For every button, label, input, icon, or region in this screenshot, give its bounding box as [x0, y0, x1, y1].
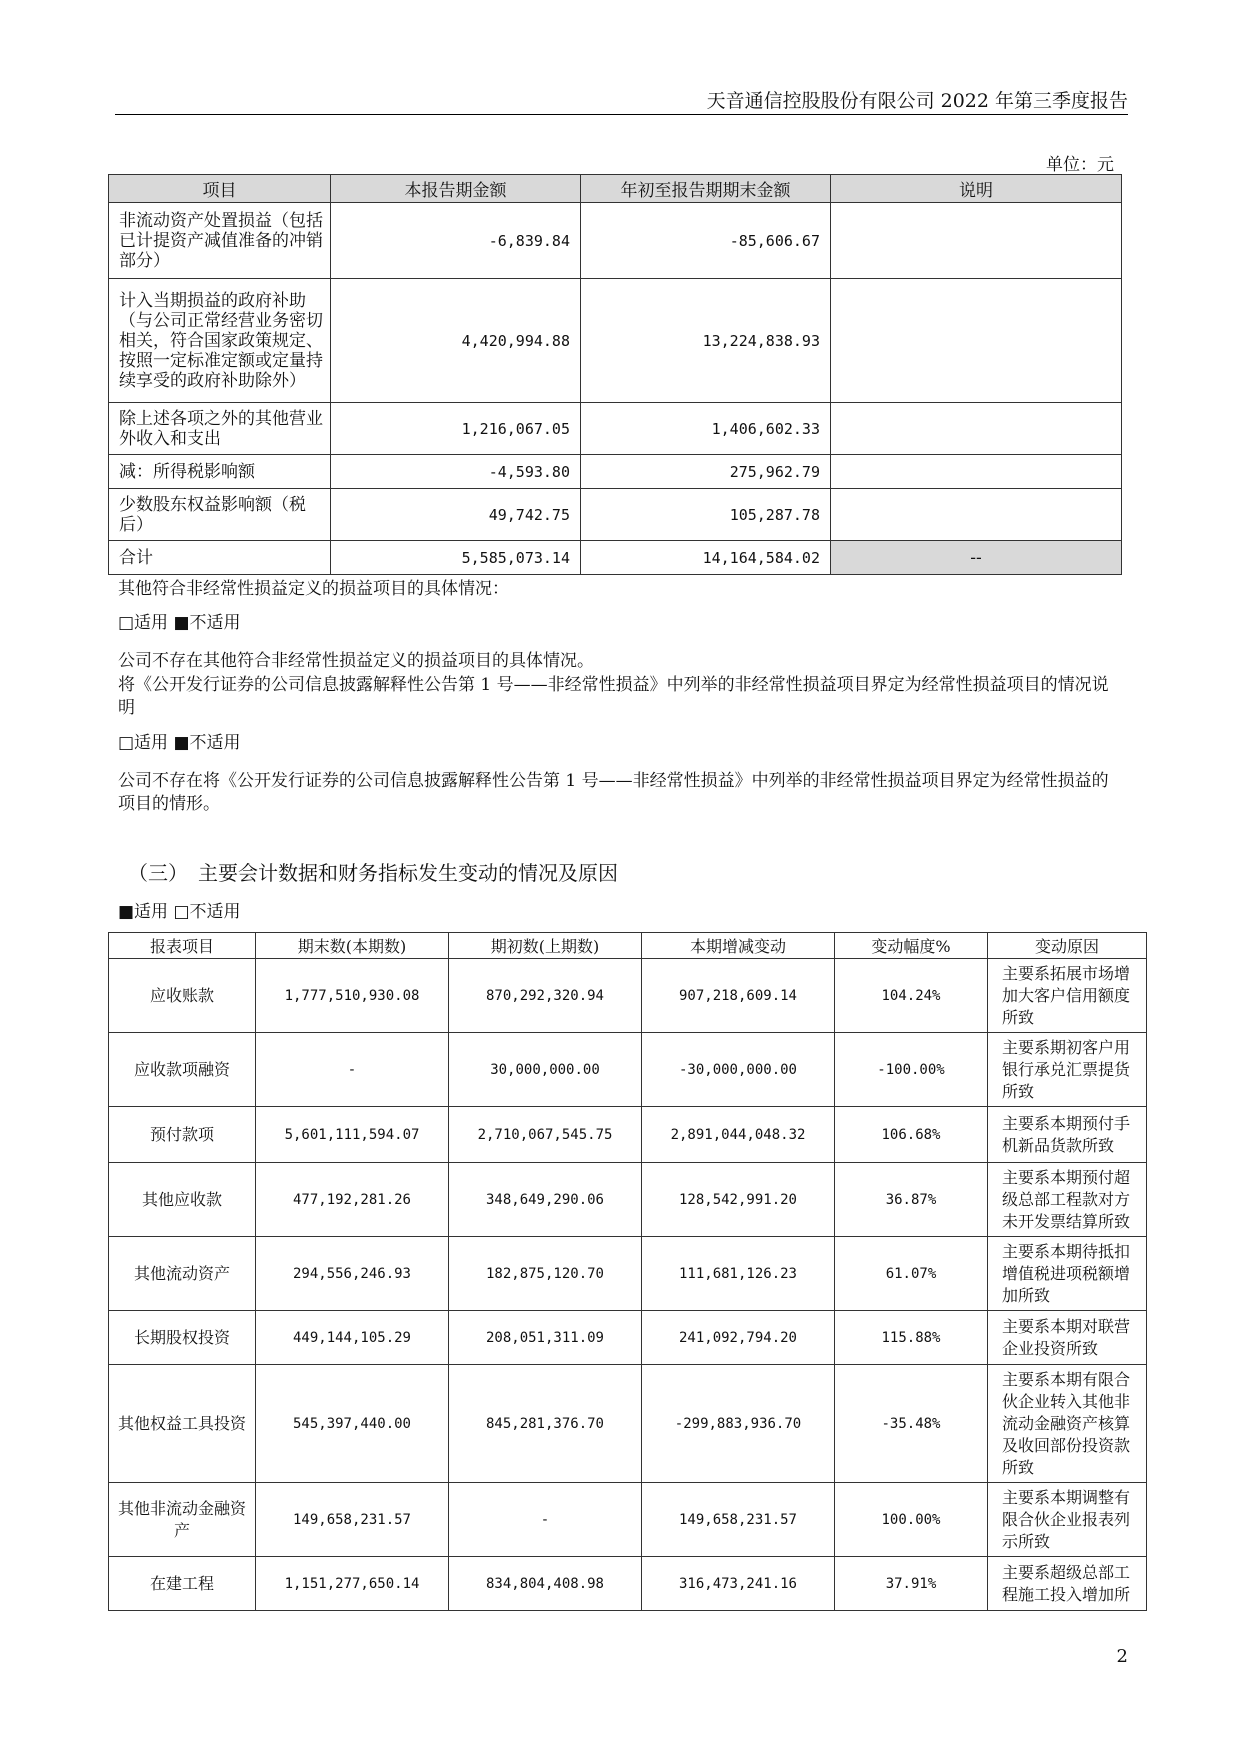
non-recurring-items-table: [108, 174, 1122, 575]
note-cell: [831, 279, 1122, 403]
note-cell: [831, 489, 1122, 541]
ytd-amount-cell: 105,287.78: [581, 489, 831, 541]
column-header: 本期增减变动: [642, 933, 835, 959]
classification-text: 公司不存在将《公开发行证券的公司信息披露解释性公告第 1 号——非经常性损益》中列举的非经常性损益项目界定为经常性损益的项目的情形。: [118, 771, 1109, 814]
ytd-amount-cell: -85,606.67: [581, 203, 831, 279]
section-heading: （三） 主要会计数据和财务指标发生变动的情况及原因: [128, 861, 618, 885]
change-pct-cell: 37.91%: [835, 1557, 988, 1611]
column-header: 变动原因: [988, 933, 1147, 959]
change-cell: 128,542,991.20: [642, 1163, 835, 1237]
table-row: [109, 959, 1147, 1033]
header-rule: [115, 114, 1128, 115]
change-pct-cell: 61.07%: [835, 1237, 988, 1311]
item-cell: 长期股权投资: [109, 1311, 256, 1365]
reason-cell: 主要系本期待抵扣增值税进项税额增加所致: [988, 1237, 1147, 1311]
table-row: [109, 1483, 1147, 1557]
ytd-amount-cell: 275,962.79: [581, 455, 831, 489]
unit-label: 单位：元: [1046, 155, 1114, 175]
begin-value-cell: 182,875,120.70: [449, 1237, 642, 1311]
change-cell: -30,000,000.00: [642, 1033, 835, 1107]
column-header: 期末数(本期数): [256, 933, 449, 959]
column-header: 报表项目: [109, 933, 256, 959]
table-row: [109, 1163, 1147, 1237]
column-header: 说明: [831, 175, 1122, 203]
financial-changes-table: [108, 932, 1147, 1611]
item-cell: 其他应收款: [109, 1163, 256, 1237]
reason-cell: 主要系本期调整有限合伙企业报表列示所致: [988, 1483, 1147, 1557]
reason-cell: 主要系本期预付手机新品货款所致: [988, 1107, 1147, 1163]
change-cell: 241,092,794.20: [642, 1311, 835, 1365]
table-row: [109, 1033, 1147, 1107]
current-amount-cell: -4,593.80: [331, 455, 581, 489]
item-cell: 计入当期损益的政府补助（与公司正常经营业务密切相关，符合国家政策规定、按照一定标准定额或定量持续享受的政府补助除外）: [109, 279, 331, 403]
end-value-cell: 149,658,231.57: [256, 1483, 449, 1557]
item-cell: 减：所得税影响额: [109, 455, 331, 489]
change-pct-cell: 106.68%: [835, 1107, 988, 1163]
end-value-cell: 294,556,246.93: [256, 1237, 449, 1311]
other-items-text: 公司不存在其他符合非经常性损益定义的损益项目的具体情况。: [118, 651, 594, 671]
end-value-cell: 545,397,440.00: [256, 1365, 449, 1483]
begin-value-cell: 208,051,311.09: [449, 1311, 642, 1365]
column-header: 期初数(上期数): [449, 933, 642, 959]
table-header-row: [109, 933, 1147, 959]
reason-cell: 主要系本期对联营企业投资所致: [988, 1311, 1147, 1365]
change-pct-cell: 36.87%: [835, 1163, 988, 1237]
item-cell: 预付款项: [109, 1107, 256, 1163]
reason-cell: 主要系拓展市场增加大客户信用额度所致: [988, 959, 1147, 1033]
table-row: [109, 1237, 1147, 1311]
begin-value-cell: 348,649,290.06: [449, 1163, 642, 1237]
column-header: 变动幅度%: [835, 933, 988, 959]
item-cell: 应收账款: [109, 959, 256, 1033]
end-value-cell: 449,144,105.29: [256, 1311, 449, 1365]
change-pct-cell: -100.00%: [835, 1033, 988, 1107]
current-amount-cell: 4,420,994.88: [331, 279, 581, 403]
item-cell: 应收款项融资: [109, 1033, 256, 1107]
begin-value-cell: 870,292,320.94: [449, 959, 642, 1033]
classification-heading: 将《公开发行证券的公司信息披露解释性公告第 1 号——非经常性损益》中列举的非经常性损益项目界定为经常性损益项目的情况说明: [118, 675, 1109, 718]
item-cell: 其他流动资产: [109, 1237, 256, 1311]
change-cell: 907,218,609.14: [642, 959, 835, 1033]
change-pct-cell: 115.88%: [835, 1311, 988, 1365]
table-row: [109, 1365, 1147, 1483]
table-row: [109, 403, 1122, 455]
change-cell: -299,883,936.70: [642, 1365, 835, 1483]
table-row: [109, 203, 1122, 279]
change-pct-cell: -35.48%: [835, 1365, 988, 1483]
column-header: 本报告期金额: [331, 175, 581, 203]
current-amount-cell: 49,742.75: [331, 489, 581, 541]
table-row: [109, 1557, 1147, 1611]
column-header: 项目: [109, 175, 331, 203]
reason-cell: 主要系期初客户用银行承兑汇票提货所致: [988, 1033, 1147, 1107]
item-cell: 其他权益工具投资: [109, 1365, 256, 1483]
change-pct-cell: 100.00%: [835, 1483, 988, 1557]
note-cell: [831, 203, 1122, 279]
item-cell: 其他非流动金融资产: [109, 1483, 256, 1557]
table-row: [109, 279, 1122, 403]
current-amount-cell: -6,839.84: [331, 203, 581, 279]
table-row: [109, 1311, 1147, 1365]
ytd-amount-cell: 14,164,584.02: [581, 541, 831, 575]
item-cell: 少数股东权益影响额（税后）: [109, 489, 331, 541]
note-cell: [831, 403, 1122, 455]
reason-cell: 主要系超级总部工程施工投入增加所: [988, 1557, 1147, 1611]
ytd-amount-cell: 13,224,838.93: [581, 279, 831, 403]
begin-value-cell: 834,804,408.98: [449, 1557, 642, 1611]
applicability-choice: □适用 ■不适用: [118, 613, 241, 633]
item-cell: 非流动资产处置损益（包括已计提资产减值准备的冲销部分）: [109, 203, 331, 279]
column-header: 年初至报告期期末金额: [581, 175, 831, 203]
change-pct-cell: 104.24%: [835, 959, 988, 1033]
current-amount-cell: 5,585,073.14: [331, 541, 581, 575]
change-cell: 111,681,126.23: [642, 1237, 835, 1311]
change-cell: 316,473,241.16: [642, 1557, 835, 1611]
begin-value-cell: -: [449, 1483, 642, 1557]
table-row: [109, 1107, 1147, 1163]
other-items-heading: 其他符合非经常性损益定义的损益项目的具体情况：: [118, 579, 509, 599]
ytd-amount-cell: 1,406,602.33: [581, 403, 831, 455]
page-header-title: 天音通信控股股份有限公司 2022 年第三季度报告: [706, 90, 1128, 112]
end-value-cell: 1,777,510,930.08: [256, 959, 449, 1033]
reason-cell: 主要系本期有限合伙企业转入其他非流动金融资产核算及收回部份投资款所致: [988, 1365, 1147, 1483]
item-cell: 在建工程: [109, 1557, 256, 1611]
applicability-choice: □适用 ■不适用: [118, 733, 241, 753]
begin-value-cell: 845,281,376.70: [449, 1365, 642, 1483]
end-value-cell: 477,192,281.26: [256, 1163, 449, 1237]
end-value-cell: -: [256, 1033, 449, 1107]
reason-cell: 主要系本期预付超级总部工程款对方未开发票结算所致: [988, 1163, 1147, 1237]
begin-value-cell: 2,710,067,545.75: [449, 1107, 642, 1163]
change-cell: 2,891,044,048.32: [642, 1107, 835, 1163]
table-row: [109, 489, 1122, 541]
end-value-cell: 5,601,111,594.07: [256, 1107, 449, 1163]
end-value-cell: 1,151,277,650.14: [256, 1557, 449, 1611]
applicability-choice: ■适用 □不适用: [118, 902, 241, 922]
table-row: [109, 455, 1122, 489]
begin-value-cell: 30,000,000.00: [449, 1033, 642, 1107]
current-amount-cell: 1,216,067.05: [331, 403, 581, 455]
change-cell: 149,658,231.57: [642, 1483, 835, 1557]
item-cell: 合计: [109, 541, 331, 575]
page-number: 2: [1116, 1646, 1128, 1667]
total-row: [109, 541, 1122, 575]
note-cell: [831, 455, 1122, 489]
note-cell: --: [831, 541, 1122, 575]
item-cell: 除上述各项之外的其他营业外收入和支出: [109, 403, 331, 455]
table-header-row: [109, 175, 1122, 203]
